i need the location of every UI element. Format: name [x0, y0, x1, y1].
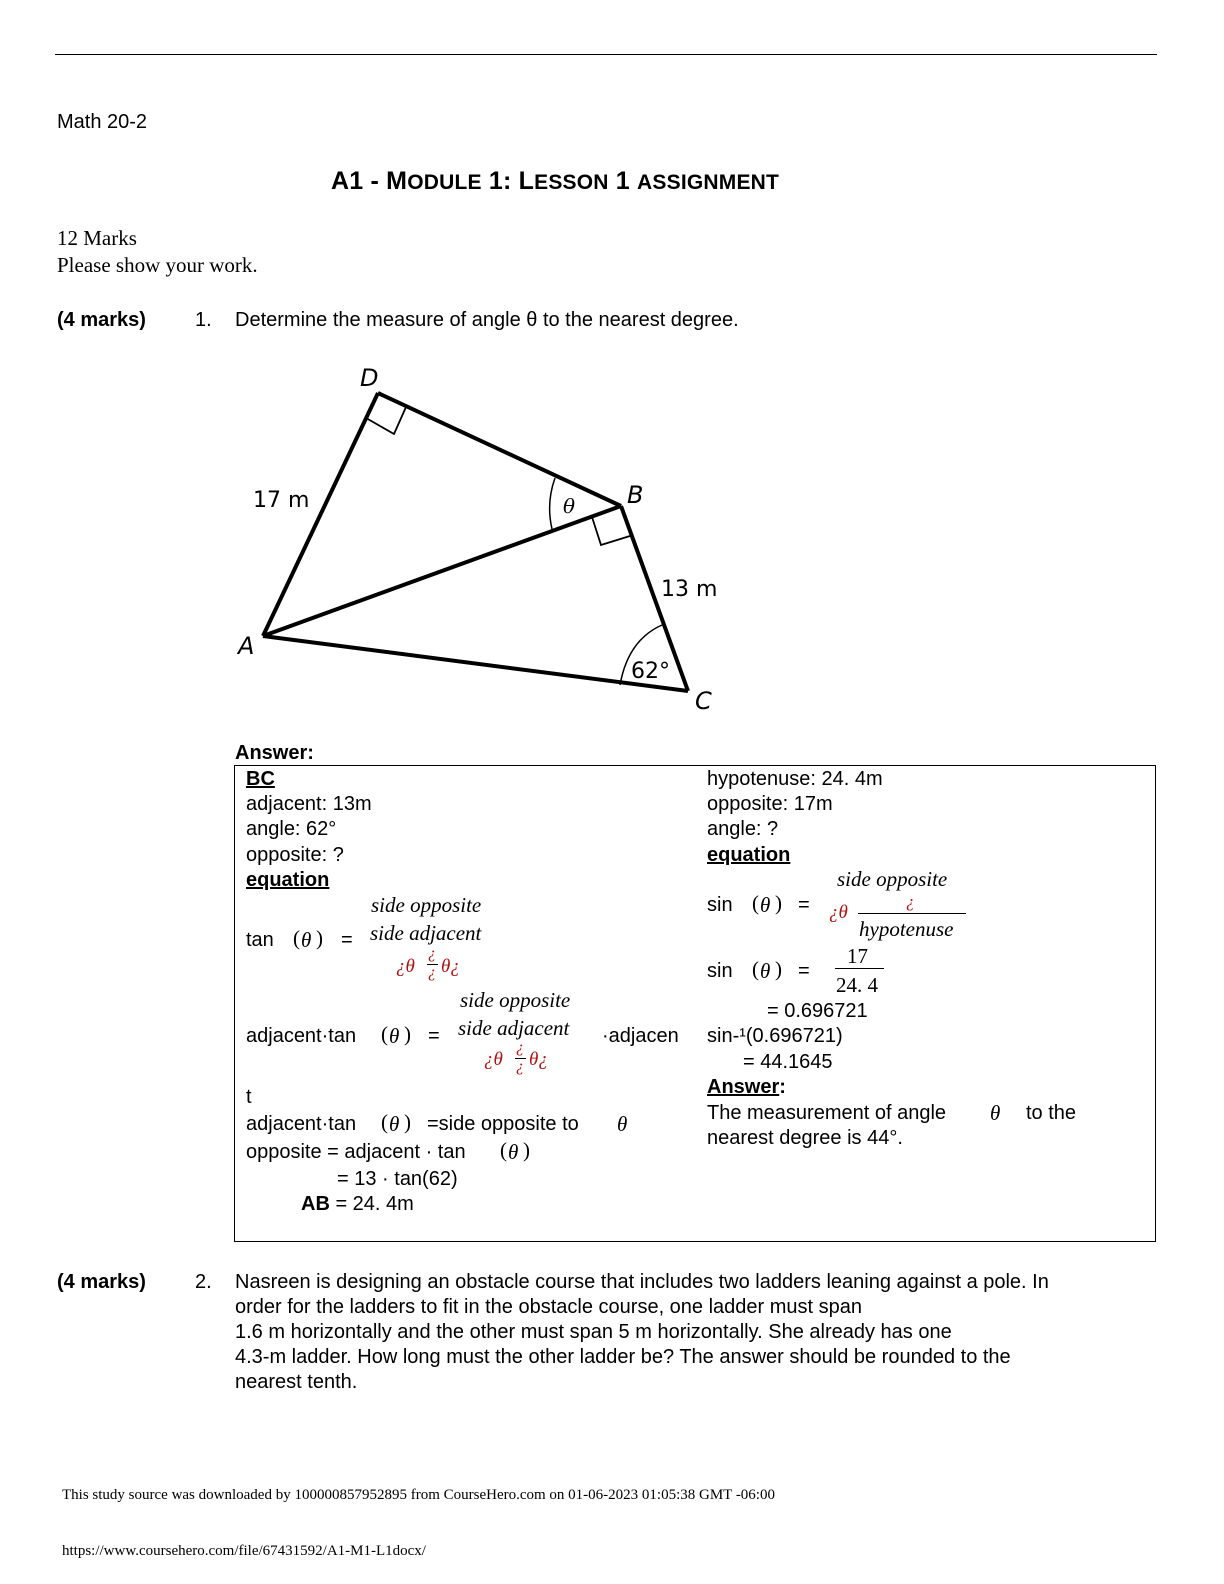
garble-1a: ¿θ	[396, 956, 415, 977]
label-c: C	[695, 687, 712, 715]
right-angle-b	[592, 517, 630, 545]
sin1-lp: (	[752, 891, 759, 915]
adj-tan-2-text: adjacent·tan	[246, 1113, 357, 1135]
label-angle-c: 62°	[631, 659, 670, 684]
frac2-numerator: side opposite	[460, 988, 571, 1012]
right-answer-heading: Answer:	[707, 1076, 786, 1098]
angle-unknown: angle: ?	[707, 818, 779, 840]
final-answer-to-the: to the	[1026, 1102, 1077, 1124]
sin-garble-top: ¿	[906, 892, 915, 911]
assignment-title: A1 - MODULE 1: LESSON 1 ASSIGNMENT	[331, 167, 780, 195]
sin2-rp: )	[775, 957, 782, 981]
q1-text: Determine the measure of angle θ to the nearest degree.	[235, 309, 739, 331]
side-opposite-to-theta: θ	[617, 1112, 628, 1136]
source-url[interactable]: https://www.coursehero.com/file/67431592/A1-M1-L1docx/	[62, 1543, 426, 1559]
opposite-equation: opposite = adjacent · tan	[246, 1141, 466, 1163]
sin-value: = 0.696721	[767, 1000, 868, 1022]
garble-1-top: ¿	[428, 945, 436, 962]
sin-garble: ¿θ	[829, 902, 848, 923]
bc-angle: angle: 62°	[246, 818, 337, 840]
q2-line-1: Nasreen is designing an obstacle course that includes two ladders leaning against a pole. In	[235, 1271, 1049, 1293]
sin2-theta: θ	[760, 959, 771, 983]
q2-number: 2.	[195, 1271, 212, 1293]
q2-line-5: nearest tenth.	[235, 1371, 358, 1393]
label-d: D	[360, 364, 379, 392]
adj-tan-lp: (	[381, 1022, 388, 1046]
source-notice: This study source was downloaded by 100000857952895 from CourseHero.com on 01-06-2023 01:05:38 GMT -06:00	[62, 1487, 775, 1503]
opp-eq-theta: θ	[508, 1140, 519, 1164]
tan-eq: =	[341, 929, 353, 951]
sin2-lp: (	[752, 957, 759, 981]
q2-line-3: 1.6 m horizontally and the other must span 5 m horizontally. She already has one	[235, 1321, 952, 1343]
tan-rp: )	[316, 926, 323, 950]
q2-marks: (4 marks)	[57, 1271, 146, 1293]
tan-lp: (	[293, 926, 300, 950]
total-marks: 12 Marks	[57, 226, 137, 250]
sin2-eq: =	[798, 960, 810, 982]
garble-2-top: ¿	[516, 1039, 524, 1056]
q2-line-4: 4.3-m ladder. How long must the other ladder be? The answer should be rounded to the	[235, 1346, 1011, 1368]
final-answer-line1: The measurement of angle	[707, 1102, 947, 1124]
bc-opposite: opposite: ?	[246, 844, 344, 866]
ab-result: AB = 24. 4m	[301, 1193, 414, 1215]
opp-eq-lp: (	[500, 1138, 507, 1162]
triangle-diagram	[0, 0, 1224, 760]
right-equation-heading: equation	[707, 844, 791, 866]
sin-text-2: sin	[707, 960, 733, 982]
adj-tan-eq: =	[428, 1025, 440, 1047]
garble-1-bot: ¿	[428, 964, 436, 981]
angle-value: = 44.1645	[743, 1051, 833, 1073]
adj-tan-theta: θ	[389, 1024, 400, 1048]
opposite-value: opposite: 17m	[707, 793, 833, 815]
sin-frac-numerator: side opposite	[837, 867, 948, 891]
tan-text: tan	[246, 929, 274, 951]
sin1-theta: θ	[760, 893, 771, 917]
ratio-denominator: 24. 4	[836, 973, 878, 997]
left-equation-heading: equation	[246, 869, 330, 891]
bc-adjacent: adjacent: 13m	[246, 793, 372, 815]
adj-tan-rp: )	[404, 1022, 411, 1046]
q1-marks: (4 marks)	[57, 309, 146, 331]
garble-2b: θ¿	[529, 1049, 548, 1070]
wrapped-t: t	[246, 1086, 252, 1108]
opp-eq-rp: )	[523, 1138, 530, 1162]
sin-text-1: sin	[707, 894, 733, 916]
label-a: A	[238, 632, 255, 660]
sin-frac-denominator: hypotenuse	[859, 917, 954, 941]
side-ac	[263, 636, 688, 691]
label-side-bc: 13 m	[661, 577, 718, 602]
right-angle-d	[366, 407, 406, 434]
ratio-bar	[835, 968, 884, 969]
adj-tan-text: adjacent·tan	[246, 1025, 357, 1047]
label-side-ad: 17 m	[253, 488, 310, 513]
side-opposite-to: =side opposite to	[427, 1113, 579, 1135]
sin-frac-bar	[858, 913, 966, 914]
label-theta: θ	[563, 494, 576, 518]
q1-number: 1.	[195, 309, 212, 331]
garble-2a: ¿θ	[484, 1049, 503, 1070]
frac1-denominator: side adjacent	[370, 921, 482, 945]
frac2-denominator: side adjacent	[458, 1016, 570, 1040]
course-name: Math 20-2	[57, 111, 148, 133]
theta-arc	[550, 478, 555, 529]
q1-answer-label: Answer:	[235, 742, 314, 764]
bc-heading: BC	[246, 768, 275, 790]
tan-calc: = 13 · tan(62)	[337, 1168, 458, 1190]
sin1-rp: )	[775, 891, 782, 915]
inverse-sin: sin-¹(0.696721)	[707, 1025, 843, 1047]
label-b: B	[627, 481, 644, 509]
times-adjacent: ·adjacen	[602, 1025, 679, 1047]
frac1-numerator: side opposite	[371, 893, 482, 917]
adj-tan-2-theta: θ	[389, 1112, 400, 1136]
garble-1b: θ¿	[441, 956, 460, 977]
final-answer-theta: θ	[990, 1101, 1001, 1125]
hypotenuse-value: hypotenuse: 24. 4m	[707, 768, 883, 790]
final-answer-line2: nearest degree is 44°.	[707, 1127, 903, 1149]
ratio-numerator: 17	[847, 944, 868, 968]
adj-tan-2-lp: (	[381, 1110, 388, 1134]
side-db	[378, 393, 621, 506]
q2-line-2: order for the ladders to fit in the obstacle course, one ladder must span	[235, 1296, 863, 1318]
garble-2-bot: ¿	[516, 1058, 524, 1075]
adj-tan-2-rp: )	[404, 1110, 411, 1134]
sin1-eq: =	[798, 894, 810, 916]
instructions: Please show your work.	[57, 253, 258, 277]
tan-theta: θ	[301, 928, 312, 952]
